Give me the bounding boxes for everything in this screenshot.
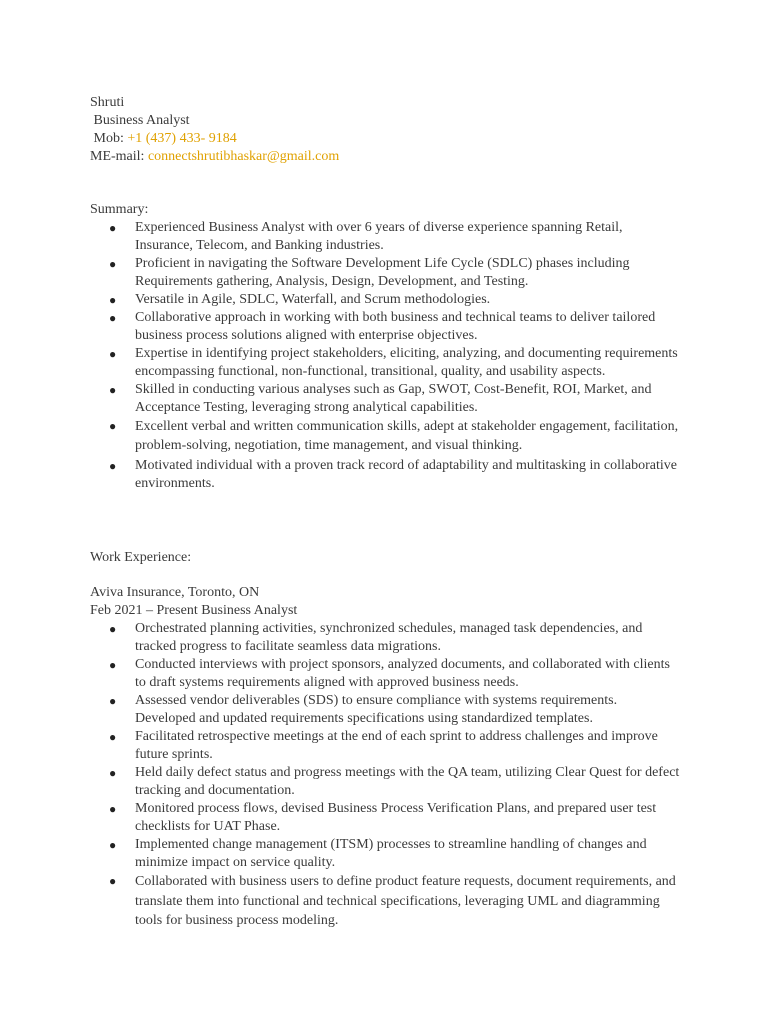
bullet-icon: ● <box>109 257 117 271</box>
candidate-name: Shruti <box>90 95 125 110</box>
list-item <box>90 219 690 255</box>
list-item-text: Collaborated with business users to define product feature requests, document requirements, and translate them into functional and technical specifications, leveraging UML and diagramming tools for business process modeling. <box>135 874 676 928</box>
email-line <box>90 148 690 166</box>
list-item-text: Versatile in Agile, SDLC, Waterfall, and Scrum methodologies. <box>135 292 491 307</box>
list-item-text: Facilitated retrospective meetings at the end of each sprint to address challenges and improve future sprints. <box>135 729 658 762</box>
list-item <box>90 255 690 291</box>
list-item <box>90 381 690 417</box>
list-item-text: Collaborative approach in working with both business and technical teams to deliver tailored business process solutions aligned with enterprise objectives. <box>135 310 656 343</box>
list-item-text: Excellent verbal and written communication skills, adept at stakeholder engagement, facilitation, problem-solving, negotiation, time management, and visual thinking. <box>135 419 679 453</box>
mobile-label: Mob: <box>93 131 124 146</box>
bullet-icon: ● <box>109 766 117 780</box>
bullet-icon: ● <box>109 658 117 672</box>
bullet-icon: ● <box>109 802 117 816</box>
list-item <box>90 457 690 493</box>
list-item-text: Implemented change management (ITSM) processes to streamline handling of changes and minimize impact on service quality. <box>135 837 647 870</box>
summary-heading: Summary: <box>90 202 149 217</box>
bullet-icon: ● <box>109 874 117 888</box>
bullet-icon: ● <box>109 221 117 235</box>
role-line: Feb 2021 – Present Business Analyst <box>90 603 298 618</box>
work-experience-list <box>90 620 690 931</box>
list-item <box>90 836 690 872</box>
bullet-icon: ● <box>109 383 117 397</box>
candidate-title-text: Business Analyst <box>93 113 190 128</box>
list-item-text: Orchestrated planning activities, synchronized schedules, managed task dependencies, and tracked progress to facilitate seamless data migrations. <box>135 621 643 654</box>
mobile-number-link[interactable]: +1 (437) 433- 9184 <box>127 131 237 146</box>
list-item-text: Skilled in conducting various analyses such as Gap, SWOT, Cost-Benefit, ROI, Market, and Acceptance Testing, leveraging strong analytical capabilities. <box>135 382 652 415</box>
list-item-text: Assessed vendor deliverables (SDS) to ensure compliance with systems requirements. Developed and updated requirements specifications using standardized templates. <box>135 693 618 726</box>
mobile-line <box>90 130 690 148</box>
list-item-text: Monitored process flows, devised Business Process Verification Plans, and prepared user test checklists for UAT Phase. <box>135 801 657 834</box>
list-item <box>90 800 690 836</box>
list-item-text: Motivated individual with a proven track record of adaptability and multitasking in collaborative environments. <box>135 458 677 491</box>
list-item-text: Expertise in identifying project stakeholders, eliciting, analyzing, and documenting requirements encompassing functional, non-functional, transitional, quality, and usability aspects. <box>135 346 678 379</box>
list-item <box>90 417 690 455</box>
list-item <box>90 345 690 381</box>
list-item <box>90 620 690 656</box>
list-item <box>90 291 690 309</box>
list-item <box>90 764 690 800</box>
bullet-icon: ● <box>109 347 117 361</box>
bullet-icon: ● <box>109 293 117 307</box>
list-item <box>90 872 690 931</box>
candidate-title <box>90 112 690 130</box>
bullet-icon: ● <box>109 838 117 852</box>
list-item-text: Proficient in navigating the Software Development Life Cycle (SDLC) phases including Requirements gathering, Analysis, Design, Development, and Testing. <box>135 256 630 289</box>
company-line: Aviva Insurance, Toronto, ON <box>90 585 260 600</box>
list-item <box>90 728 690 764</box>
email-link[interactable]: connectshrutibhaskar@gmail.com <box>147 149 340 164</box>
list-item-text: Experienced Business Analyst with over 6 years of diverse experience spanning Retail, Insurance, Telecom, and Banking industries. <box>135 220 623 253</box>
bullet-icon: ● <box>109 694 117 708</box>
bullet-icon: ● <box>109 622 117 636</box>
bullet-icon: ● <box>109 419 117 433</box>
summary-list <box>90 219 690 493</box>
list-item-text: Conducted interviews with project sponsors, analyzed documents, and collaborated with clients to draft systems requirements aligned with approved business needs. <box>135 657 670 690</box>
bullet-icon: ● <box>109 459 117 473</box>
list-item <box>90 656 690 692</box>
bullet-icon: ● <box>109 730 117 744</box>
bullet-icon: ● <box>109 311 117 325</box>
list-item <box>90 309 690 345</box>
work-experience-section <box>90 549 690 931</box>
contact-header <box>90 94 690 166</box>
work-experience-heading: Work Experience: <box>90 550 192 565</box>
list-item-text: Held daily defect status and progress meetings with the QA team, utilizing Clear Quest for defect tracking and documentation. <box>135 765 680 798</box>
summary-section <box>90 201 690 493</box>
list-item <box>90 692 690 728</box>
email-label: ME-mail: <box>90 149 145 164</box>
